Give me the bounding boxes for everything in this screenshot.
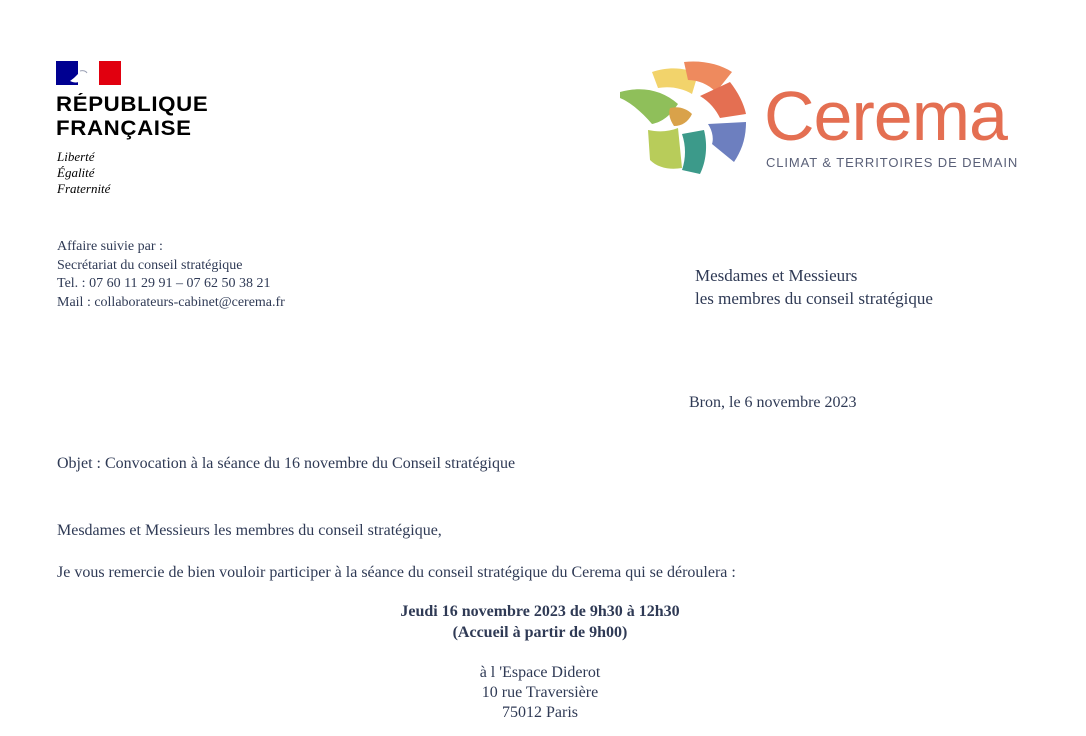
cerema-brand-name: Cerema [764, 77, 1007, 155]
motto-liberte: Liberté [57, 149, 95, 164]
venue-city: 75012 Paris [502, 704, 578, 721]
marianne-flag-logo [56, 61, 121, 85]
republique-title-line2: FRANÇAISE [56, 117, 192, 140]
sender-followed-by: Affaire suivie par : [57, 239, 163, 254]
meeting-date: Jeudi 16 novembre 2023 de 9h30 à 12h30 [400, 603, 680, 620]
motto-egalite: Égalité [57, 165, 95, 180]
letter-subject: Objet : Convocation à la séance du 16 novembre du Conseil stratégique [57, 455, 516, 472]
venue-street: 10 rue Traversière [481, 684, 599, 701]
meeting-reception-time: (Accueil à partir de 9h00) [452, 624, 628, 641]
cerema-emblem-logo [612, 58, 762, 180]
motto-fraternite: Fraternité [57, 181, 111, 196]
recipient-line1: Mesdames et Messieurs [695, 266, 858, 285]
sender-email: Mail : collaborateurs-cabinet@cerema.fr [57, 295, 285, 310]
cerema-tagline: CLIMAT & TERRITOIRES DE DEMAIN [766, 155, 1019, 170]
recipient-line2: les membres du conseil stratégique [695, 289, 933, 308]
letter-salutation: Mesdames et Messieurs les membres du conseil stratégique, [57, 522, 442, 539]
sender-secretariat: Secrétariat du conseil stratégique [57, 258, 243, 273]
venue-name: à l 'Espace Diderot [479, 664, 601, 681]
sender-phone: Tel. : 07 60 11 29 91 – 07 62 50 38 21 [57, 276, 271, 291]
letter-date: Bron, le 6 novembre 2023 [689, 394, 857, 411]
letter-paragraph: Je vous remercie de bien vouloir participer à la séance du conseil stratégique du Cerema qui se déroulera : [57, 564, 736, 581]
republique-title-line1: RÉPUBLIQUE [56, 93, 209, 116]
